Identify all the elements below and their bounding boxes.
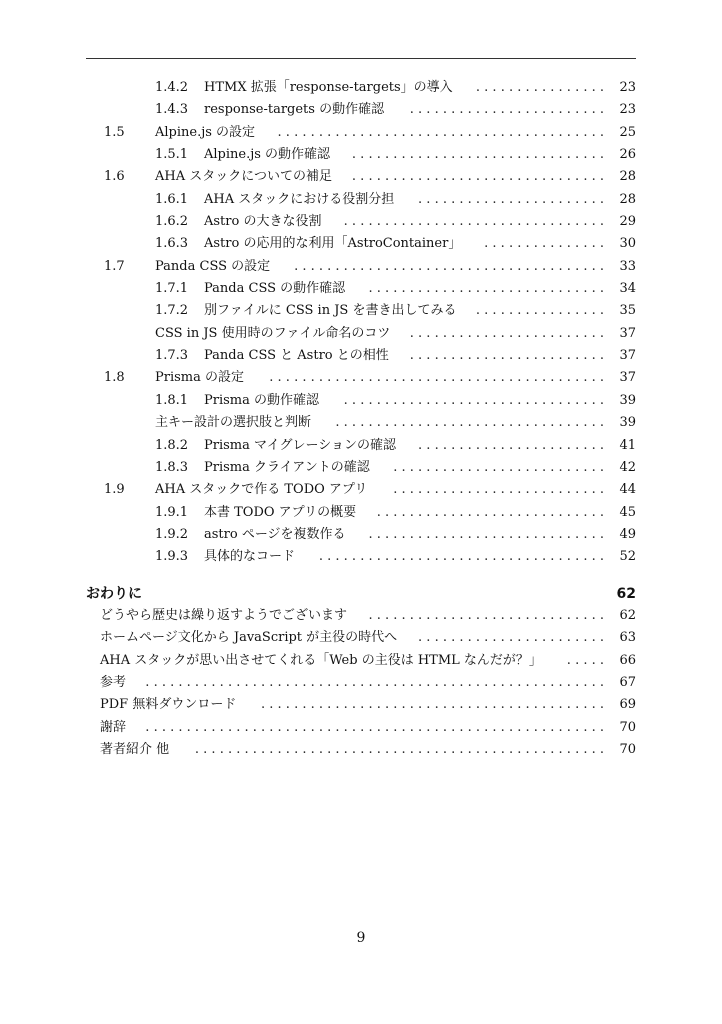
dot-leader: . . . . . . . . . . . . . . . . . . . . . . . . . . . . . . . . (339, 392, 604, 408)
entry-number: 1.5 (104, 124, 125, 140)
dot-leader: . . . . . . . . . . . . . . . . . . . . . . . . . . . . . . . . . . . . . . . . (273, 124, 604, 140)
entry-page: 69 (619, 697, 636, 713)
entry-title: response-targets の動作確認 (204, 102, 385, 118)
entry-title: PDF 無料ダウンロード (100, 697, 237, 713)
dot-leader: . . . . . . . . . . . . . . . . . . . . . . . (413, 437, 604, 453)
entry-title: ホームページ文化から JavaScript が主役の時代へ (100, 630, 398, 646)
dot-leader: . . . . . . . . . . . . . . . . . . . . . . . . . . . . . . . . . . . . . . (289, 258, 604, 274)
dot-leader: . . . . . . . . . . . . . . . . . . . . . . . . . . . . . . . . . (331, 415, 604, 431)
toc-entry[interactable] (86, 546, 636, 568)
toc-entry[interactable] (86, 144, 636, 166)
entry-page: 35 (619, 303, 636, 319)
dot-leader: . . . . . . . . . . . . . . . . . . . . . . . . (405, 325, 604, 341)
entry-page: 23 (619, 102, 636, 118)
entry-title: 本書 TODO アプリの概要 (204, 504, 357, 520)
entry-page: 26 (619, 147, 636, 163)
entry-page: 30 (619, 236, 636, 252)
entry-page: 33 (619, 258, 636, 274)
entry-number: 1.9.2 (155, 526, 189, 542)
dot-leader: . . . . . . . . . . . . . . . . . . . . . . . . . . . . (372, 504, 604, 520)
entry-page: 70 (619, 742, 636, 758)
entry-title: AHA スタックで作る TODO アプリ (155, 482, 368, 498)
entry-number: 1.8 (104, 370, 125, 386)
toc-entry[interactable] (86, 694, 636, 716)
chapter-title: おわりに (86, 586, 142, 602)
entry-page: 70 (619, 719, 636, 735)
entry-number: 1.6.1 (155, 191, 189, 207)
entry-title: 著者紹介 他 (100, 742, 170, 758)
entry-title: Astro の応用的な利用「AstroContainer」 (204, 236, 462, 252)
entry-number: 1.7 (104, 258, 125, 274)
entry-page: 37 (619, 325, 636, 341)
toc-entry[interactable] (86, 300, 636, 322)
toc-entry[interactable] (86, 323, 636, 345)
dot-leader: . . . . . . . . . . . . . . . . . . . . . . . . . . . . . (364, 526, 604, 542)
entry-title: Panda CSS の動作確認 (204, 281, 346, 297)
toc-entry[interactable] (86, 189, 636, 211)
entry-page: 37 (619, 370, 636, 386)
dot-leader: . . . . . . . . . . . . . . . . . . . . . . . . . . . . . . . . . . . . . . . . . (265, 370, 604, 386)
entry-page: 39 (619, 415, 636, 431)
entry-page: 66 (619, 652, 636, 668)
toc-entry[interactable] (86, 166, 636, 188)
entry-title: Prisma の設定 (155, 370, 245, 386)
toc-entry[interactable] (86, 502, 636, 524)
toc-entry[interactable] (86, 367, 636, 389)
chapter-entries (86, 605, 636, 761)
dot-leader: . . . . . . . . . . . . . . . (480, 236, 604, 252)
entry-page: 37 (619, 348, 636, 364)
entry-title: Astro の大きな役割 (204, 214, 322, 230)
entry-title: AHA スタックが思い出させてくれる「Web の主役は HTML なんだが？」 (100, 652, 542, 668)
dot-leader: . . . . . . . . . . . . . . . . . . . . . . . . . . . . . . . (347, 147, 604, 163)
entry-page: 23 (619, 80, 636, 95)
dot-leader: . . . . . . . . . . . . . . . . . . . . . . . . . . (389, 459, 604, 475)
toc-entry[interactable] (86, 122, 636, 144)
entry-page: 44 (619, 482, 636, 498)
dot-leader: . . . . . . . . . . . . . . . . . . . . . . . . . . (389, 482, 604, 498)
entry-number: 1.4.2 (155, 80, 189, 95)
entry-number: 1.6 (104, 169, 125, 185)
toc-entry[interactable] (86, 211, 636, 233)
entry-title: 参考 (100, 675, 127, 691)
entry-number: 1.6.3 (155, 236, 189, 252)
dot-leader: . . . . . . . . . . . . . . . . . . . . . . . (413, 630, 604, 646)
toc-entry[interactable] (86, 627, 636, 649)
entry-number: 1.9.1 (155, 504, 189, 520)
page-number: 9 (356, 930, 366, 946)
entry-page: 34 (619, 281, 636, 297)
toc-entry[interactable] (86, 256, 636, 278)
toc-entry[interactable] (86, 233, 636, 255)
entry-number: 1.8.2 (155, 437, 189, 453)
dot-leader: . . . . . (562, 652, 604, 668)
dot-leader: . . . . . . . . . . . . . . . . . . . . . . . . . . . . . . . . (339, 214, 604, 230)
entry-number: 1.9 (104, 482, 125, 498)
dot-leader: . . . . . . . . . . . . . . . . (471, 303, 604, 319)
entry-number: 1.7.3 (155, 348, 189, 364)
entry-number: 1.8.3 (155, 459, 189, 475)
entry-page: 49 (619, 526, 636, 542)
entry-page: 62 (619, 608, 636, 623)
entry-title: Alpine.js の動作確認 (204, 147, 331, 163)
toc-entry[interactable] (86, 524, 636, 546)
entry-number: 1.7.2 (155, 303, 189, 319)
dot-leader: . . . . . . . . . . . . . . . . . . . . . . . . . . . . . . . . . . . (314, 549, 604, 565)
entry-title: Panda CSS の設定 (155, 258, 271, 274)
dot-leader: . . . . . . . . . . . . . . . . . . . . . . . . . . . . . . . . . . . . . . . . . . . . . . . . . . . . . . . . (141, 675, 604, 691)
entry-title: HTMX 拡張「response-targets」の導入 (204, 80, 453, 95)
toc-entry[interactable] (86, 77, 636, 99)
toc-entry[interactable] (86, 99, 636, 121)
chapter-page: 62 (616, 586, 636, 602)
toc-entry[interactable] (86, 717, 636, 739)
dot-leader: . . . . . . . . . . . . . . . . . . . . . . . . . . . . . . . . . . . . . . . . . . (256, 697, 604, 713)
entry-number: 1.4.3 (155, 102, 189, 118)
entry-page: 63 (619, 630, 636, 646)
toc-chapter-owarini[interactable] (86, 583, 636, 605)
entry-title: CSS in JS 使用時のファイル命名のコツ (155, 325, 391, 341)
toc-entry[interactable] (86, 605, 636, 627)
entry-number: 1.5.1 (155, 147, 189, 163)
dot-leader: . . . . . . . . . . . . . . . . . . . . . . . . . . . . . . . . . . . . . . . . . . . . . . . . . . . . . . . . (141, 719, 604, 735)
entry-page: 28 (619, 191, 636, 207)
toc-entry[interactable] (86, 435, 636, 457)
toc-entry[interactable] (86, 457, 636, 479)
toc-entry[interactable] (86, 390, 636, 412)
entry-title: どうやら歴史は繰り返すようでございます (100, 608, 348, 623)
entry-page: 52 (619, 549, 636, 565)
toc-entry[interactable] (86, 739, 636, 761)
dot-leader: . . . . . . . . . . . . . . . . . . . . . . . . . . . . . . . (347, 169, 604, 185)
entry-title: astro ページを複数作る (204, 526, 346, 542)
dot-leader: . . . . . . . . . . . . . . . . . . . . . . . . . . . . . (364, 608, 604, 623)
dot-leader: . . . . . . . . . . . . . . . . . . . . . . . (413, 191, 604, 207)
dot-leader: . . . . . . . . . . . . . . . . . . . . . . . . . . . . . . . . . . . . . . . . . . . . . . . . . . (190, 742, 604, 758)
entry-page: 39 (619, 392, 636, 408)
dot-leader: . . . . . . . . . . . . . . . . . . . . . . . . . . . . . (364, 281, 604, 297)
entry-title: 主キー設計の選択肢と判断 (155, 415, 312, 431)
entry-title: Prisma の動作確認 (204, 392, 320, 408)
entry-page: 25 (619, 124, 636, 140)
toc-entry[interactable] (86, 479, 636, 501)
entry-page: 45 (619, 504, 636, 520)
header-rule (86, 58, 636, 59)
toc-entry[interactable] (86, 412, 636, 434)
entry-page: 41 (619, 437, 636, 453)
entry-number: 1.7.1 (155, 281, 189, 297)
entry-number: 1.9.3 (155, 549, 189, 565)
entry-title: AHA スタックについての補足 (155, 169, 332, 185)
entry-number: 1.6.2 (155, 214, 189, 230)
entry-page: 67 (619, 675, 636, 691)
entry-title: Panda CSS と Astro との相性 (204, 348, 389, 364)
dot-leader: . . . . . . . . . . . . . . . . (471, 80, 604, 95)
toc-entry[interactable] (86, 278, 636, 300)
entry-title: 具体的なコード (204, 549, 296, 565)
entry-title: 別ファイルに CSS in JS を書き出してみる (204, 303, 457, 319)
entry-title: Prisma マイグレーションの確認 (204, 437, 396, 453)
toc-entry[interactable] (86, 345, 636, 367)
entry-page: 42 (619, 459, 636, 475)
entry-title: 謝辞 (100, 719, 127, 735)
entry-page: 29 (619, 214, 636, 230)
entry-title: Prisma クライアントの確認 (204, 459, 370, 475)
entry-title: AHA スタックにおける役割分担 (204, 191, 395, 207)
entry-number: 1.8.1 (155, 392, 189, 408)
entry-page: 28 (619, 169, 636, 185)
table-of-contents (86, 77, 636, 569)
toc-entry[interactable] (86, 650, 636, 672)
entry-title: Alpine.js の設定 (155, 124, 256, 140)
dot-leader: . . . . . . . . . . . . . . . . . . . . . . . . (405, 102, 604, 118)
toc-entry[interactable] (86, 672, 636, 694)
dot-leader: . . . . . . . . . . . . . . . . . . . . . . . . (405, 348, 604, 364)
